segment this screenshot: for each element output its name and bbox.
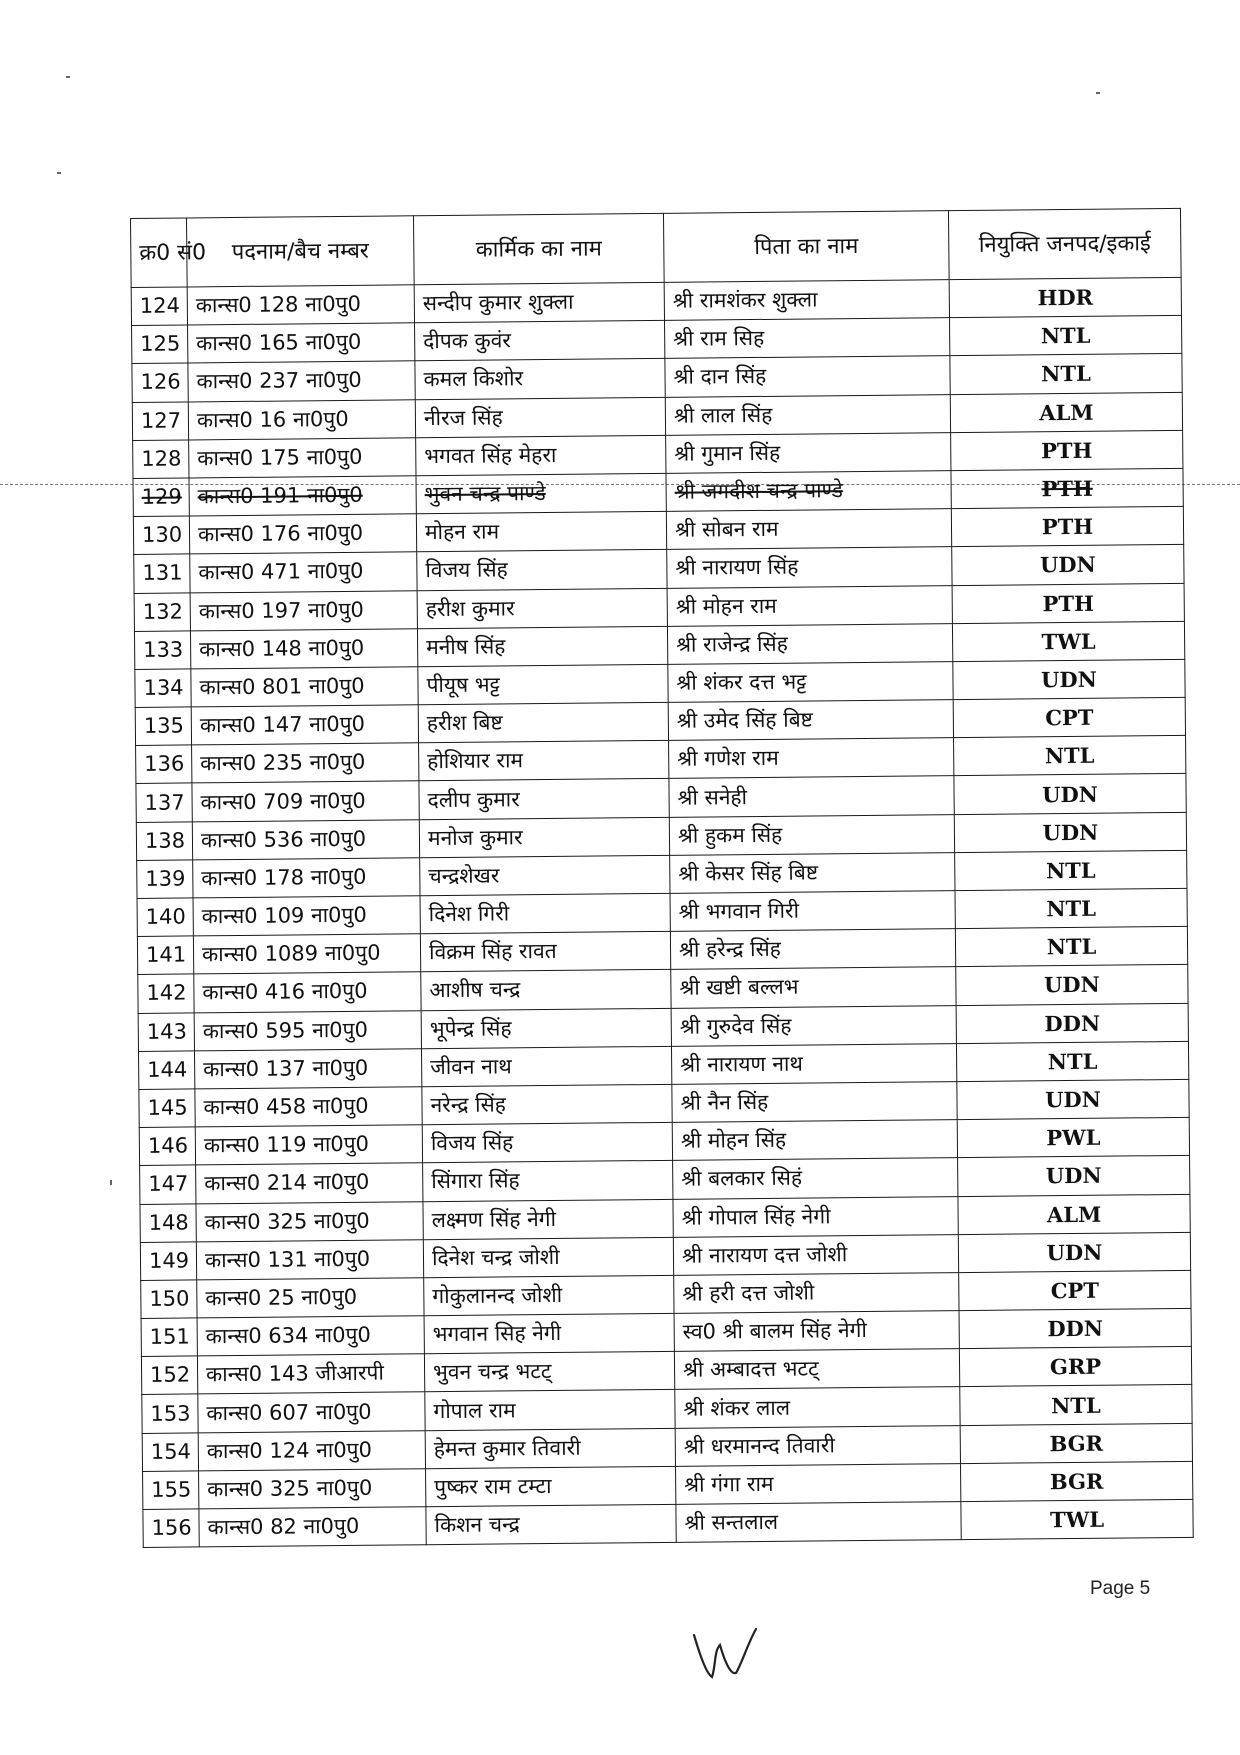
posting-unit-cell: PTH [951, 430, 1183, 470]
scan-speck [1096, 92, 1100, 94]
father-name-cell: श्री बलकार सिहं [673, 1158, 958, 1199]
father-name-cell: श्री नारायण दत्त जोशी [673, 1234, 958, 1275]
father-name-cell: श्री मोहन सिंह [672, 1120, 957, 1161]
name-cell: हरीश कुमार [417, 588, 667, 629]
designation-cell: कान्स0 175 ना0पु0 [189, 438, 416, 478]
name-cell: आशीष चन्द्र [421, 970, 671, 1011]
posting-unit-cell: UDN [954, 812, 1186, 852]
posting-unit-cell: PTH [952, 583, 1184, 623]
serial-number-cell: 127 [132, 402, 188, 441]
name-cell: दलीप कुमार [419, 779, 669, 820]
serial-number-cell: 146 [139, 1127, 195, 1166]
name-cell: पुष्कर राम टम्टा [426, 1466, 676, 1507]
name-cell: भुवन चन्द्र पाण्डे [416, 473, 666, 514]
name-cell: हेमन्त कुमार तिवारी [425, 1428, 675, 1469]
posting-unit-cell: BGR [960, 1423, 1192, 1463]
designation-cell: कान्स0 148 ना0पु0 [190, 628, 417, 668]
posting-unit-cell: TWL [952, 621, 1184, 661]
father-name-cell: श्री नारायण सिंह [667, 547, 952, 588]
designation-cell: कान्स0 109 ना0पु0 [193, 896, 420, 936]
name-cell: हरीश बिष्ट [418, 702, 668, 743]
father-name-cell: श्री हरेन्द्र सिंह [670, 929, 955, 970]
serial-number-cell: 154 [142, 1433, 198, 1472]
designation-cell: कान्स0 214 ना0पु0 [196, 1163, 423, 1203]
father-name-cell: श्री अम्बादत्त भटट् [674, 1349, 959, 1390]
name-cell: पीयूष भट्ट [418, 664, 668, 705]
scan-speck [66, 76, 70, 78]
name-cell: नीरज सिंह [415, 397, 665, 438]
father-name-cell: श्री केसर सिंह बिष्ट [670, 852, 955, 893]
serial-number-cell: 152 [141, 1356, 197, 1395]
father-name-cell: श्री गंगा राम [676, 1463, 961, 1504]
designation-cell: कान्स0 131 ना0पु0 [196, 1239, 423, 1279]
father-name-cell: श्री दान सिंह [665, 356, 950, 397]
designation-cell: कान्स0 607 ना0पु0 [198, 1392, 425, 1432]
serial-number-cell: 137 [136, 783, 192, 822]
name-cell: विजय सिंह [417, 550, 667, 591]
designation-cell: कान्स0 178 ना0पु0 [193, 858, 420, 898]
designation-cell: कान्स0 165 ना0पु0 [188, 323, 415, 363]
name-cell: कमल किशोर [415, 359, 665, 400]
designation-cell: कान्स0 458 ना0पु0 [195, 1087, 422, 1127]
scan-speck [110, 1180, 112, 1185]
serial-number-cell: 128 [133, 440, 189, 479]
name-cell: गोपाल राम [425, 1390, 675, 1431]
serial-number-cell: 144 [138, 1051, 194, 1090]
name-cell: किशन चन्द्र [426, 1504, 676, 1545]
posting-unit-cell: CPT [953, 697, 1185, 737]
serial-number-cell: 149 [140, 1242, 196, 1281]
father-name-cell: श्री नारायण नाथ [671, 1043, 956, 1084]
serial-number-cell: 155 [143, 1471, 199, 1510]
serial-number-cell: 153 [142, 1394, 198, 1433]
header-designation: पदनाम/बैच नम्बर [187, 216, 415, 287]
posting-unit-cell: HDR [949, 277, 1181, 317]
serial-number-cell: 130 [133, 516, 189, 555]
father-name-cell: श्री गणेश राम [669, 738, 954, 779]
serial-number-cell: 133 [134, 631, 190, 670]
posting-unit-cell: CPT [959, 1270, 1191, 1310]
designation-cell: कान्स0 325 ना0पु0 [199, 1469, 426, 1509]
designation-cell: कान्स0 801 ना0पु0 [191, 667, 418, 707]
serial-number-cell: 141 [137, 936, 193, 975]
posting-unit-cell: UDN [953, 659, 1185, 699]
posting-unit-cell: NTL [956, 1041, 1188, 1081]
name-cell: लक्ष्मण सिंह नेगी [423, 1199, 673, 1240]
father-name-cell: श्री हुकम सिंह [669, 814, 954, 855]
name-cell: सन्दीप कुमार शुक्ला [414, 282, 664, 323]
name-cell: भगवत सिंह मेहरा [416, 435, 666, 476]
father-name-cell: श्री मोहन राम [667, 585, 952, 626]
serial-number-cell: 147 [140, 1165, 196, 1204]
posting-unit-cell: GRP [959, 1347, 1191, 1387]
father-name-cell: श्री शंकर लाल [675, 1387, 960, 1428]
personnel-table [130, 208, 1194, 1548]
posting-unit-cell: DDN [956, 1003, 1188, 1043]
serial-number-cell: 148 [140, 1203, 196, 1242]
designation-cell: कान्स0 471 ना0पु0 [190, 552, 417, 592]
designation-cell: कान्स0 119 ना0पु0 [195, 1125, 422, 1165]
serial-number-cell: 135 [135, 707, 191, 746]
father-name-cell: श्री खष्टी बल्लभ [671, 967, 956, 1008]
father-name-cell: श्री धरमानन्द तिवारी [675, 1425, 960, 1466]
scan-speck [57, 172, 61, 174]
posting-unit-cell: NTL [949, 316, 1181, 356]
page-number: Page 5 [1090, 1578, 1151, 1599]
serial-number-cell: 124 [131, 287, 187, 326]
father-name-cell: श्री रामशंकर शुक्ला [664, 280, 949, 321]
father-name-cell: श्री सनेही [669, 776, 954, 817]
designation-cell: कान्स0 536 ना0पु0 [192, 819, 419, 859]
serial-number-cell: 150 [141, 1280, 197, 1319]
name-cell: दीपक कुवंर [415, 321, 665, 362]
serial-number-cell: 134 [135, 669, 191, 708]
father-name-cell: श्री नैन सिंह [672, 1082, 957, 1123]
posting-unit-cell: NTL [955, 927, 1187, 967]
posting-unit-cell: NTL [955, 888, 1187, 928]
posting-unit-cell: PTH [951, 507, 1183, 547]
father-name-cell: श्री उमेद सिंह बिष्ट [668, 700, 953, 741]
posting-unit-cell: TWL [961, 1499, 1193, 1539]
posting-unit-cell: BGR [960, 1461, 1192, 1501]
designation-cell: कान्स0 16 ना0पु0 [188, 399, 415, 439]
name-cell: दिनेश गिरी [420, 893, 670, 934]
serial-number-cell: 142 [138, 974, 194, 1013]
header-father-name: पिता का नाम [663, 211, 949, 283]
designation-cell: कान्स0 237 ना0पु0 [188, 361, 415, 401]
posting-unit-cell: DDN [959, 1308, 1191, 1348]
posting-unit-cell: UDN [957, 1079, 1189, 1119]
posting-unit-cell: UDN [954, 774, 1186, 814]
posting-unit-cell: UDN [958, 1156, 1190, 1196]
name-cell: मनीष सिंह [417, 626, 667, 667]
signature-mark [690, 1615, 760, 1685]
designation-cell: कान्स0 634 ना0पु0 [197, 1316, 424, 1356]
name-cell: भूपेन्द्र सिंह [421, 1008, 671, 1049]
father-name-cell: श्री गुमान सिंह [666, 432, 951, 473]
father-name-cell: श्री सोबन राम [666, 509, 951, 550]
father-name-cell: श्री जगदीश चन्द्र पाण्डे [666, 471, 951, 512]
name-cell: भुवन चन्द्र भटट् [424, 1352, 674, 1393]
designation-cell: कान्स0 124 ना0पु0 [198, 1430, 425, 1470]
designation-cell: कान्स0 143 जीआरपी [197, 1354, 424, 1394]
father-name-cell: श्री लाल सिंह [665, 394, 950, 435]
header-posting-unit: नियुक्ति जनपद/इकाई [948, 208, 1181, 279]
designation-cell: कान्स0 595 ना0पु0 [194, 1010, 421, 1050]
serial-number-cell: 138 [136, 822, 192, 861]
designation-cell: कान्स0 191 ना0पु0 [189, 476, 416, 516]
designation-cell: कान्स0 147 ना0पु0 [191, 705, 418, 745]
father-name-cell: श्री गोपाल सिंह नेगी [673, 1196, 958, 1237]
name-cell: नरेन्द्र सिंह [422, 1084, 672, 1125]
name-cell: गोकुलानन्द जोशी [424, 1275, 674, 1316]
header-name: कार्मिक का नाम [413, 213, 664, 284]
name-cell: मोहन राम [416, 511, 666, 552]
serial-number-cell: 129 [133, 478, 189, 517]
serial-number-cell: 151 [141, 1318, 197, 1357]
serial-number-cell: 125 [132, 325, 188, 364]
posting-unit-cell: NTL [950, 354, 1182, 394]
posting-unit-cell: NTL [955, 850, 1187, 890]
designation-cell: कान्स0 197 ना0पु0 [190, 590, 417, 630]
father-name-cell: श्री शंकर दत्त भट्ट [668, 661, 953, 702]
father-name-cell: श्री भगवान गिरी [670, 891, 955, 932]
father-name-cell: स्व0 श्री बालम सिंह नेगी [674, 1311, 959, 1352]
serial-number-cell: 143 [138, 1012, 194, 1051]
designation-cell: कान्स0 1089 ना0पु0 [193, 934, 420, 974]
posting-unit-cell: ALM [958, 1194, 1190, 1234]
designation-cell: कान्स0 128 ना0पु0 [187, 285, 414, 325]
serial-number-cell: 156 [143, 1509, 199, 1548]
name-cell: दिनेश चन्द्र जोशी [423, 1237, 673, 1278]
posting-unit-cell: PWL [957, 1117, 1189, 1157]
designation-cell: कान्स0 709 ना0पु0 [192, 781, 419, 821]
father-name-cell: श्री राम सिह [665, 318, 950, 359]
name-cell: जीवन नाथ [421, 1046, 671, 1087]
serial-number-cell: 132 [134, 592, 190, 631]
posting-unit-cell: UDN [952, 545, 1184, 585]
serial-number-cell: 145 [139, 1089, 195, 1128]
name-cell: विजय सिंह [422, 1122, 672, 1163]
posting-unit-cell: PTH [951, 468, 1183, 508]
designation-cell: कान्स0 176 ना0पु0 [189, 514, 416, 554]
father-name-cell: श्री हरी दत्त जोशी [674, 1272, 959, 1313]
serial-number-cell: 139 [137, 860, 193, 899]
father-name-cell: श्री सन्तलाल [676, 1502, 961, 1543]
serial-number-cell: 126 [132, 363, 188, 402]
name-cell: चन्द्रशेखर [420, 855, 670, 896]
designation-cell: कान्स0 235 ना0पु0 [192, 743, 419, 783]
posting-unit-cell: UDN [956, 965, 1188, 1005]
name-cell: मनोज कुमार [419, 817, 669, 858]
name-cell: होशियार राम [419, 741, 669, 782]
serial-number-cell: 136 [136, 745, 192, 784]
name-cell: भगवान सिह नेगी [424, 1313, 674, 1354]
table-body [131, 277, 1193, 1547]
name-cell: विक्रम सिंह रावत [420, 932, 670, 973]
designation-cell: कान्स0 25 ना0पु0 [197, 1278, 424, 1318]
posting-unit-cell: NTL [960, 1385, 1192, 1425]
father-name-cell: श्री राजेन्द्र सिंह [667, 623, 952, 664]
posting-unit-cell: NTL [954, 736, 1186, 776]
table-header-row [131, 208, 1182, 287]
name-cell: सिंगारा सिंह [423, 1161, 673, 1202]
designation-cell: कान्स0 137 ना0पु0 [194, 1048, 421, 1088]
serial-number-cell: 131 [134, 554, 190, 593]
father-name-cell: श्री गुरुदेव सिंह [671, 1005, 956, 1046]
designation-cell: कान्स0 325 ना0पु0 [196, 1201, 423, 1241]
posting-unit-cell: ALM [950, 392, 1182, 432]
posting-unit-cell: UDN [958, 1232, 1190, 1272]
designation-cell: कान्स0 416 ना0पु0 [194, 972, 421, 1012]
serial-number-cell: 140 [137, 898, 193, 937]
header-serial-number: क्र0 सं0 [131, 218, 188, 288]
designation-cell: कान्स0 82 ना0पु0 [199, 1507, 426, 1547]
